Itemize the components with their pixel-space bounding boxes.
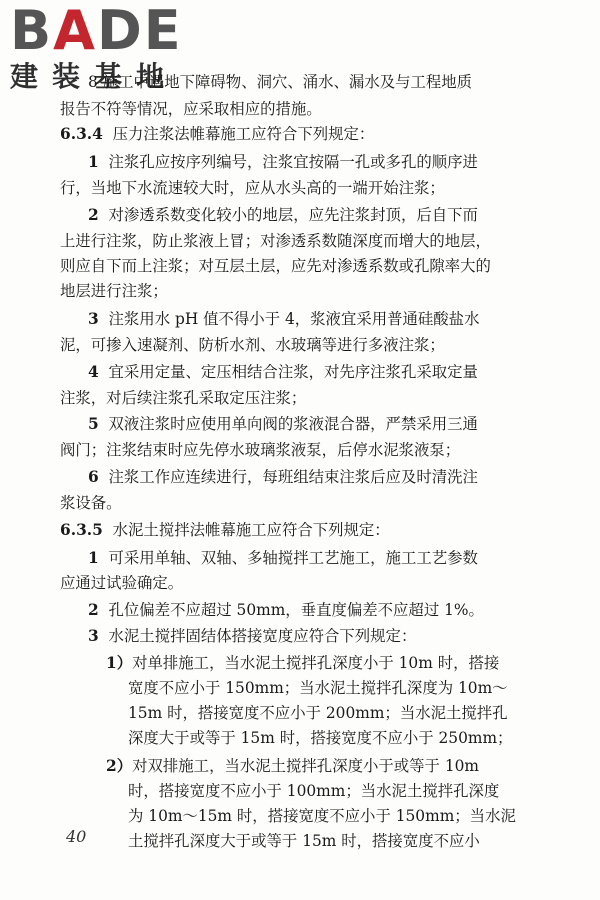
list-item [88,467,478,487]
list-item [88,205,478,225]
text-line: 土搅拌孔深度大于或等于 15m 时，搭接宽度不应小 [128,832,480,850]
item-number: 3 [88,310,99,328]
item-number: 1 [88,549,99,567]
sub-item-number: 1） [106,654,133,672]
list-item [88,362,478,382]
item-number: 1 [88,153,99,171]
text-line: 15m 时，搭接宽度不应小于 200mm；当水泥土搅拌孔 [128,704,508,722]
section-heading: 压力注浆法帷幕施工应符合下列规定： [112,125,375,143]
text-line: 应通过试验确定。 [60,574,184,592]
sub-item-number: 2） [106,757,133,775]
list-item [88,600,484,620]
list-item [88,626,416,646]
item-text: 宜采用定量、定压相结合注浆，对先序注浆孔采取定量 [108,363,478,381]
item-number: 2 [88,206,99,224]
text-line: 阀门；注浆结束时应先停水玻璃浆液泵，后停水泥浆液泵； [60,441,461,459]
text-line: 报告不符等情况，应采取相应的措施。 [60,100,322,118]
text-line: 则应自下而上注浆；对互层土层，应先对渗透系数或孔隙率大的 [60,257,491,275]
item-number: 3 [88,627,99,645]
item-text: 注浆用水 pH 值不得小于 4，浆液宜采用普通硅酸盐水 [108,310,480,328]
section-6-3-4 [60,124,374,144]
logo-wordmark: BADE [10,0,183,62]
item-text: 水泥土搅拌固结体搭接宽度应符合下列规定： [108,627,417,645]
section-6-3-5 [60,520,390,540]
sub-item-text: 对单排施工，当水泥土搅拌孔深度小于 10m 时，搭接 [132,654,500,672]
list-item [88,152,478,172]
text-line: 上进行注浆，防止浆液上冒；对渗透系数随深度而增大的地层， [60,232,491,250]
sub-item [106,653,499,673]
text-line: 8 施工中遇地下障碍物、洞穴、涌水、漏水及与工程地质 [88,73,473,91]
list-item [88,548,478,568]
text-line: 地层进行注浆； [60,282,168,300]
item-text: 可采用单轴、双轴、多轴搅拌工艺施工，施工工艺参数 [108,549,478,567]
page-number: 40 [66,827,87,846]
section-heading: 水泥土搅拌法帷幕施工应符合下列规定： [112,521,390,539]
item-text: 对渗透系数变化较小的地层，应先注浆封顶，后自下而 [108,206,478,224]
logo-subtitle: 建装基地 [10,60,179,93]
text-line: 深度大于或等于 15m 时，搭接宽度不应小于 250mm； [128,729,513,747]
text-line: 泥，可掺入速凝剂、防析水剂、水玻璃等进行多液注浆； [60,336,445,354]
text-line: 为 10m～15m 时，搭接宽度不应小于 150mm；当水泥 [128,807,516,825]
list-item [88,414,478,434]
item-text: 孔位偏差不应超过 50mm，垂直度偏差不应超过 1%。 [108,601,484,619]
item-text: 注浆孔应按序列编号，注浆宜按隔一孔或多孔的顺序进 [108,153,478,171]
text-line: 行，当地下水流速较大时，应从水头高的一端开始注浆； [60,179,445,197]
text-line: 时，搭接宽度不应小于 100mm；当水泥土搅拌孔深度 [128,782,500,800]
section-number: 6.3.5 [60,521,103,539]
list-item [88,309,479,329]
item-number: 5 [88,415,99,433]
item-number: 4 [88,363,99,381]
sub-item-text: 对双排施工，当水泥土搅拌孔深度小于或等于 10m [132,757,479,775]
section-number: 6.3.4 [60,125,103,143]
item-number: 6 [88,468,99,486]
item-text: 双液注浆时应使用单向阀的浆液混合器，严禁采用三通 [108,415,478,433]
text-line: 宽度不应小于 150mm；当水泥土搅拌孔深度为 10m～ [128,679,508,697]
sub-item [106,756,479,776]
text-line: 浆设备。 [60,494,122,512]
item-number: 2 [88,601,99,619]
text-line: 注浆，对后续注浆孔采取定压注浆； [60,389,307,407]
item-text: 注浆工作应连续进行，每班组结束注浆后应及时清洗注 [108,468,478,486]
